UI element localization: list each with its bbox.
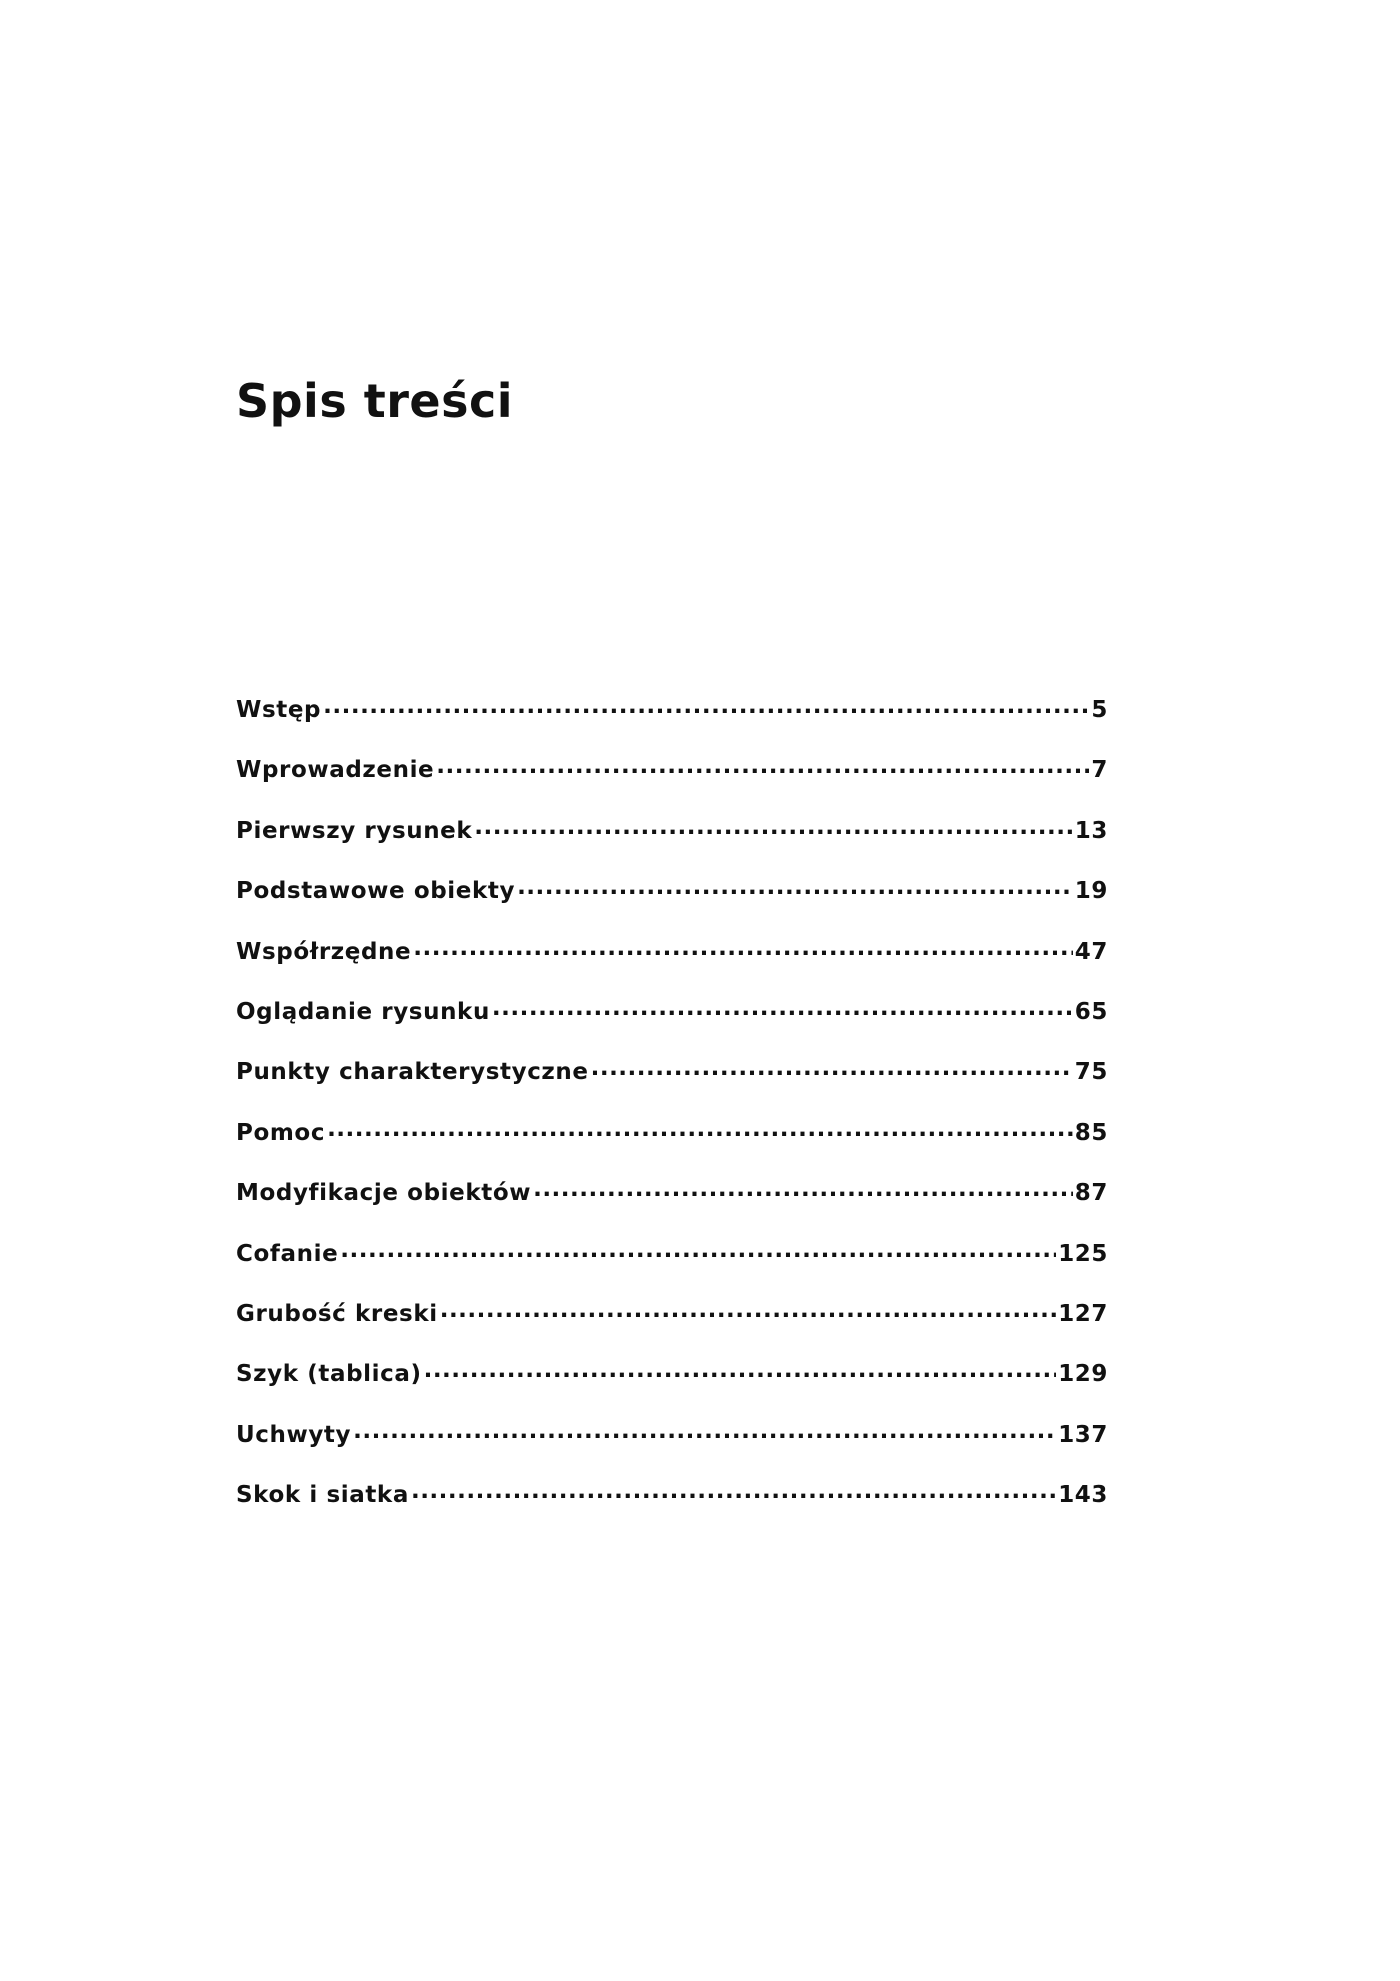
toc-entry-label: Cofanie — [236, 1240, 339, 1267]
dot-leader — [413, 936, 1073, 959]
dot-leader — [424, 1358, 1057, 1381]
toc-entry-page: 129 — [1058, 1361, 1108, 1388]
toc-entry — [236, 1419, 1108, 1479]
toc-entry-label: Oglądanie rysunku — [236, 998, 490, 1025]
dot-leader — [533, 1177, 1073, 1200]
dot-leader — [323, 694, 1089, 717]
toc-entry-label: Modyfikacje obiektów — [236, 1180, 532, 1207]
dot-leader — [411, 1479, 1056, 1502]
dot-leader — [440, 1298, 1056, 1321]
toc-entry — [236, 1177, 1108, 1237]
toc-entry — [236, 815, 1108, 875]
toc-entry-label: Wprowadzenie — [236, 757, 435, 784]
toc-entry-label: Podstawowe obiekty — [236, 878, 516, 905]
toc-entry-label: Uchwyty — [236, 1421, 352, 1448]
toc-entry-label: Pomoc — [236, 1119, 326, 1146]
page-title: Spis treści — [236, 374, 514, 428]
toc-entry-page: 13 — [1074, 817, 1108, 844]
dot-leader — [327, 1117, 1073, 1140]
toc-entry-page: 7 — [1091, 757, 1108, 784]
dot-leader — [340, 1238, 1056, 1261]
toc-entry-page: 85 — [1074, 1119, 1108, 1146]
toc-entry-page: 127 — [1058, 1300, 1108, 1327]
toc-entry-label: Skok i siatka — [236, 1482, 409, 1509]
dot-leader — [353, 1419, 1056, 1442]
dot-leader — [436, 754, 1089, 777]
toc-entry — [236, 694, 1108, 754]
dot-leader — [474, 815, 1073, 838]
toc-entry-page: 65 — [1074, 998, 1108, 1025]
toc-entry — [236, 1117, 1108, 1177]
toc-entry-page: 143 — [1058, 1482, 1108, 1509]
toc-entry-page: 137 — [1058, 1421, 1108, 1448]
table-of-contents — [236, 694, 1108, 1539]
toc-entry — [236, 875, 1108, 935]
toc-entry-label: Współrzędne — [236, 938, 412, 965]
dot-leader — [517, 875, 1073, 898]
toc-entry — [236, 754, 1108, 814]
toc-entry — [236, 1238, 1108, 1298]
toc-entry-label: Szyk (tablica) — [236, 1361, 422, 1388]
dot-leader — [591, 1056, 1073, 1079]
toc-entry — [236, 936, 1108, 996]
toc-entry — [236, 1298, 1108, 1358]
toc-entry — [236, 1358, 1108, 1418]
toc-entry-page: 47 — [1074, 938, 1108, 965]
toc-entry — [236, 1056, 1108, 1116]
toc-entry-label: Punkty charakterystyczne — [236, 1059, 589, 1086]
toc-entry — [236, 996, 1108, 1056]
toc-entry-label: Pierwszy rysunek — [236, 817, 473, 844]
toc-entry-label: Grubość kreski — [236, 1300, 438, 1327]
dot-leader — [492, 996, 1073, 1019]
toc-entry-page: 125 — [1058, 1240, 1108, 1267]
toc-entry-page: 5 — [1091, 697, 1108, 723]
toc-entry-page: 75 — [1074, 1059, 1108, 1086]
toc-entry-label: Wstęp — [236, 697, 322, 723]
toc-entry-page: 87 — [1074, 1180, 1108, 1207]
toc-entry — [236, 1479, 1108, 1539]
toc-entry-page: 19 — [1074, 878, 1108, 905]
